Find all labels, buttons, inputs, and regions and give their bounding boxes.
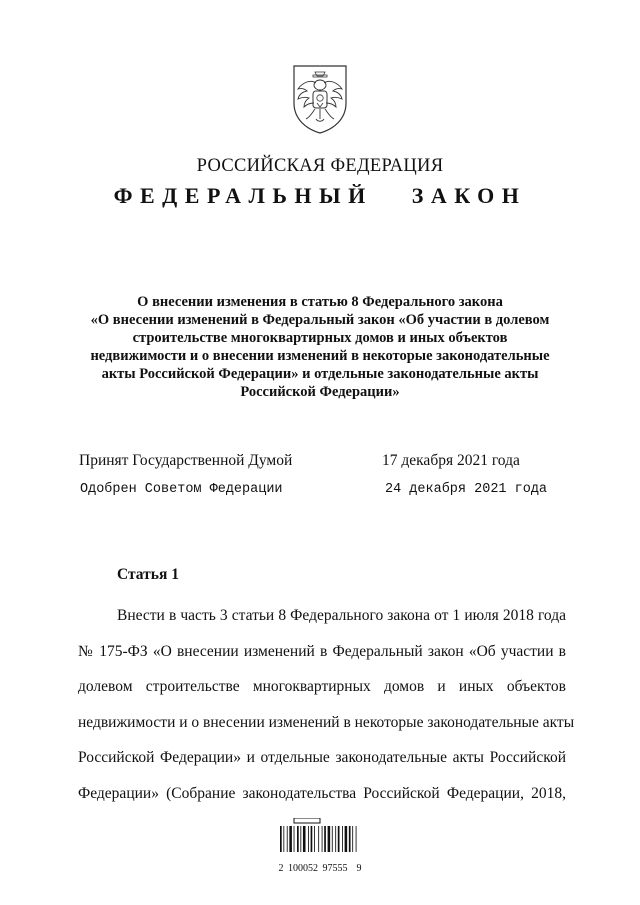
document-type: ФЕДЕРАЛЬНЫЙ ЗАКОН [113,183,527,208]
coat-of-arms-emblem-icon [288,63,352,135]
country-name: РОССИЙСКАЯ ФЕДЕРАЦИЯ [196,156,444,176]
barcode-number: 2 100052 97555 9 [278,863,362,874]
article-heading: Статья 1 [117,566,179,583]
law-title [70,293,570,401]
law-title-line: «О внесении изменений в Федеральный закон «Об участии в долевом [90,312,550,328]
adopted-by-duma-date: 17 декабря 2021 года [382,452,520,469]
article-body-line: № 175-ФЗ «О внесении изменений в Федеральный закон «Об участии в [78,642,566,660]
article-body-line: Федерации» (Собрание законодательства Российской Федерации, 2018, [78,784,566,802]
approved-by-federation-council-date: 24 декабря 2021 года [385,482,548,497]
law-title-line: строительстве многоквартирных домов и иных объектов [132,330,508,346]
law-title-line: акты Российской Федерации» и отдельные законодательные акты [101,366,539,382]
article-body-line: долевом строительстве многоквартирных домов и иных объектов [78,678,566,696]
barcode-icon [280,818,360,852]
law-title-line: О внесении изменения в статью 8 Федерального закона [137,294,503,310]
law-title-line: недвижимости и о внесении изменений в некоторые законодательные [90,348,550,364]
approved-by-federation-council-label: Одобрен Советом Федерации [80,482,283,497]
article-body-line: недвижимости и о внесении изменений в некоторые законодательные акты [78,713,575,731]
article-body-line: Российской Федерации» и отдельные законодательные акты Российской [78,749,566,767]
adopted-by-duma-label: Принят Государственной Думой [79,452,293,469]
article-body [78,598,575,812]
article-body-line: Внести в часть 3 статьи 8 Федерального закона от 1 июля 2018 года [117,607,566,624]
law-title-line: Российской Федерации» [240,384,400,400]
